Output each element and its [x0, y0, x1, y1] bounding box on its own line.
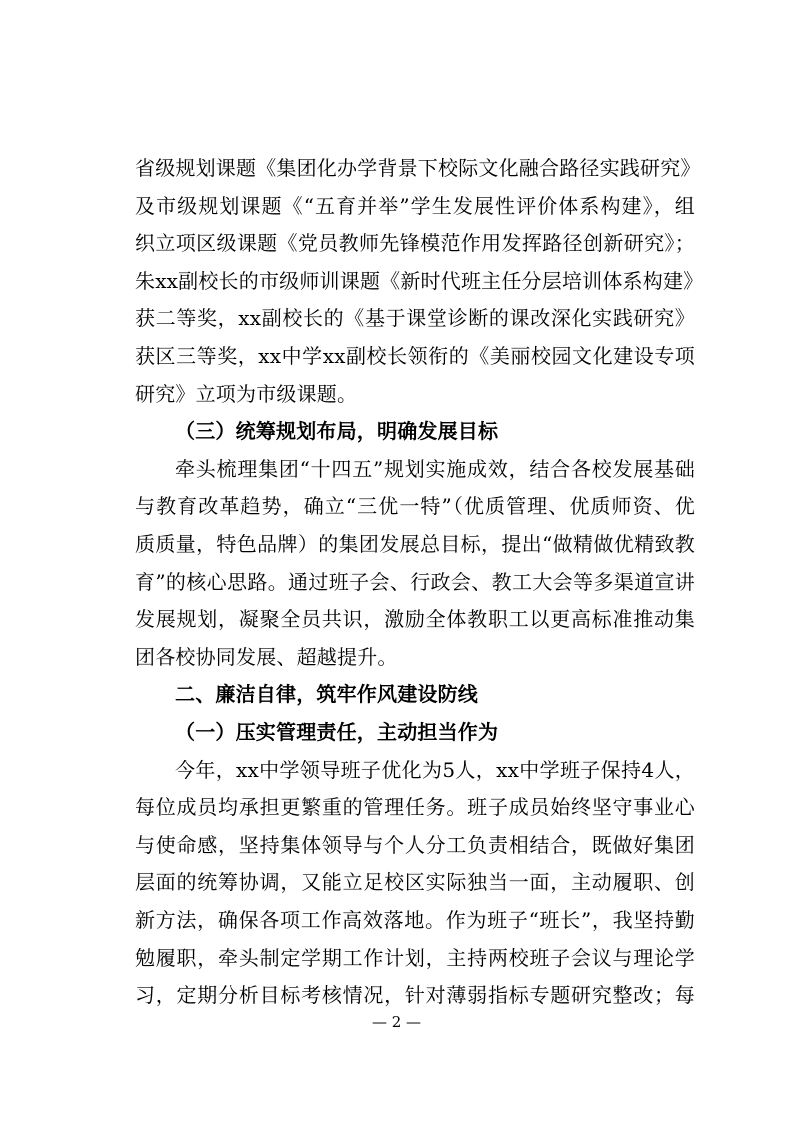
- page-number: — 2 —: [371, 1013, 422, 1031]
- text-line: 朱xx副校长的市级师训课题《新时代班主任分层培训体系构建》: [135, 268, 704, 293]
- text-line: 今年，xx中学领导班子优化为5人，xx中学班子保持4人，: [175, 757, 695, 782]
- text-line: 及市级规划课题《“五育并举”学生发展性评价体系构建》，组: [135, 193, 695, 218]
- text-line: 勉履职，牵头制定学期工作计划，主持两校班子会议与理论学: [135, 945, 695, 970]
- text-line: 团各校协同发展、超越提升。: [135, 644, 398, 669]
- section-heading: （一）压实管理责任，主动担当作为: [175, 720, 499, 744]
- text-line: 育”的核心思路。通过班子会、行政会、教工大会等多渠道宣讲: [135, 569, 695, 594]
- text-line: 牵头梳理集团“十四五”规划实施成效，结合各校发展基础: [175, 456, 695, 481]
- text-line: 与教育改革趋势，确立“三优一特”（优质管理、优质师资、优: [135, 494, 695, 519]
- text-line: 研究》立项为市级课题。: [135, 381, 358, 406]
- text-line: 与使命感，坚持集体领导与个人分工负责相结合，既做好集团: [135, 832, 695, 857]
- text-line: 新方法，确保各项工作高效落地。作为班子“班长”，我坚持勤: [135, 908, 695, 932]
- section-heading: （三）统筹规划布局，明确发展目标: [175, 419, 499, 444]
- text-line: 每位成员均承担更繁重的管理任务。班子成员始终坚守事业心: [135, 795, 695, 820]
- text-line: 层面的统筹协调，又能立足校区实际独当一面，主动履职、创: [135, 870, 695, 895]
- text-line: 获二等奖，xx副校长的《基于课堂诊断的课改深化实践研究》: [135, 306, 695, 331]
- text-line: 织立项区级课题《党员教师先锋模范作用发挥路径创新研究》；: [135, 231, 695, 256]
- chapter-heading: 二、廉洁自律，筑牢作风建设防线: [175, 682, 478, 707]
- text-line: 习，定期分析目标考核情况，针对薄弱指标专题研究整改；每: [135, 983, 695, 1008]
- text-line: 获区三等奖，xx中学xx副校长领衔的《美丽校园文化建设专项: [135, 344, 695, 368]
- text-line: 发展规划，凝聚全员共识，激励全体教职工以更高标准推动集: [135, 607, 695, 632]
- text-line: 省级规划课题《集团化办学背景下校际文化融合路径实践研究》: [135, 156, 701, 180]
- text-line: 质质量，特色品牌）的集团发展总目标，提出“做精做优精致教: [135, 532, 695, 556]
